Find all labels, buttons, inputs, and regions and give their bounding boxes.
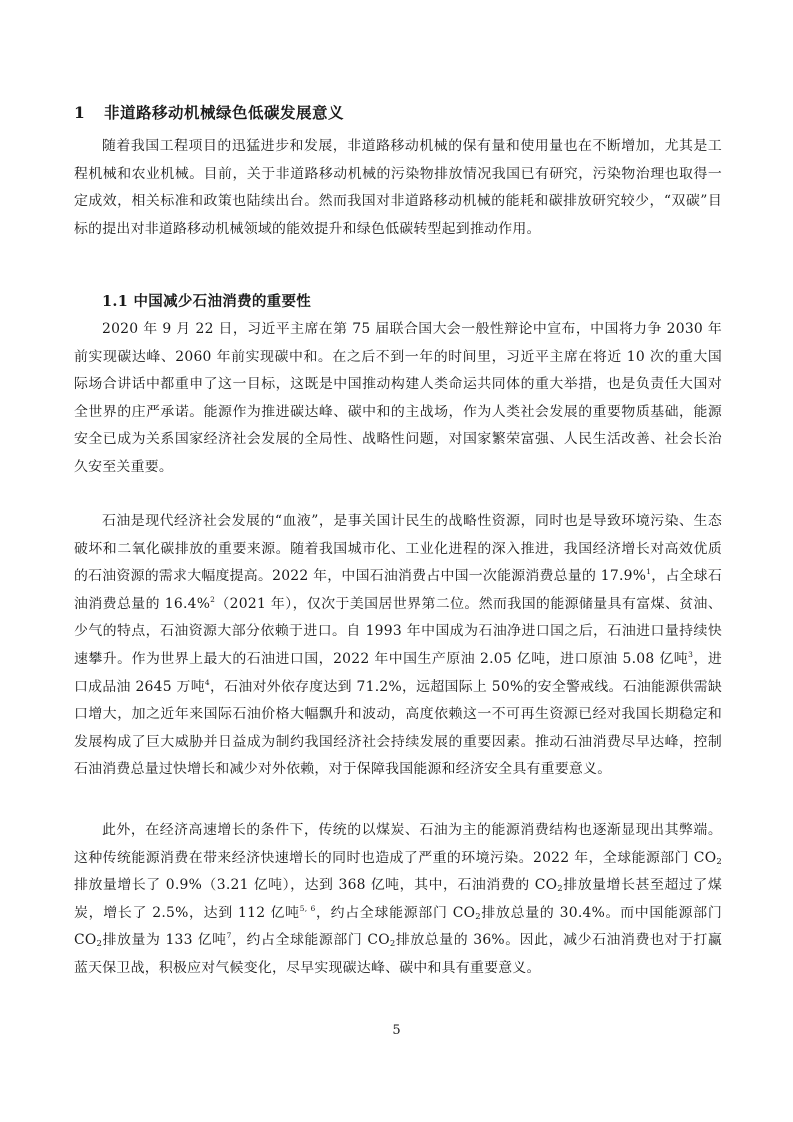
- page-number: 5: [392, 1023, 401, 1038]
- text-run: 排放总量的 30.4%。而中国能源部门 CO: [74, 904, 723, 949]
- text-run: （2021 年），仅次于美国居世界第二位。然而我国的能源储量具有富煤、贫油、少气的特点，石油资源大部分依赖于进口。自 1993 年中国成为石油净进口国之后，石油进口量持续快速攀升。作为世界上最大的石油进口国，2022 年中国生产原油 2.05 亿吨，进口原油 5.08 亿吨: [74, 595, 723, 667]
- subscript: 2: [475, 911, 481, 922]
- text-run: ，进口成品油 2645 万吨: [74, 650, 722, 695]
- text-run: 排放量增长甚至超过了煤炭，增长了 2.5%，达到 112 亿吨: [74, 877, 722, 921]
- section-number: 1: [74, 103, 86, 122]
- text-run: 排放总量的 36%。因此，减少石油消费也对于打赢蓝天保卫战，积极应对气候变化，尽早实现碳达峰、碳中和具有重要意义。: [74, 932, 722, 976]
- text-run: 排放量增长了 0.9%（3.21 亿吨），达到 368 亿吨，其中，石油消费的 CO: [74, 877, 558, 894]
- text-run: ，占全球石油消费总量的 16.4%: [74, 568, 722, 612]
- paragraph-emissions: [74, 817, 722, 983]
- text-run: ，石油对外依存度达到 71.2%，远超国际上 50%的安全警戒线。石油能源供需缺口增大，加之近年来国际石油价格大幅飘升和波动，高度依赖这一不可再生资源已经对我国长期稳定和发展构成了巨大威胁并日益成为制约我国经济社会持续发展的重要因素。推动石油消费尽早达峰，控制石油消费总量过快增长和减少对外依赖，对于保障我国能源和经济安全具有重要意义。: [74, 678, 722, 778]
- text-run: 此外，在经济高速增长的条件下，传统的以煤炭、石油为主的能源消费结构也逐渐显现出其弊端。这种传统能源消费在带来经济快速增长的同时也造成了严重的环境污染。2022 年，全球能源部门 CO: [74, 822, 722, 866]
- section-intro-paragraph: 随着我国工程项目的迅猛进步和发展，非道路移动机械的保有量和使用量也在不断增加，尤其是工程机械和农业机械。目前，关于非道路移动机械的污染物排放情况我国已有研究，污染物治理也取得一定成效，相关标准和政策也陆续出台。然而我国对非道路移动机械的能耗和碳排放研究较少，“双碳”目标的提出对非道路移动机械领域的能效提升和绿色低碳转型起到推动作用。: [74, 138, 722, 237]
- paragraph-emissions-block: [74, 817, 722, 983]
- text-run: ，约占全球能源部门 CO: [231, 932, 390, 949]
- text-run: 石油是现代经济社会发展的“血液”，是事关国计民生的战略性资源，同时也是导致环境污染、生态破坏和二氧化碳排放的重要来源。随着我国城市化、工业化进程的深入推进，我国经济增长对高效优质的石油资源的需求大幅度提高。2022 年，中国石油消费占中国一次能源消费总量的 17.9%: [74, 513, 722, 585]
- citation-ref: 4: [204, 677, 210, 687]
- citation-ref: 7: [226, 931, 232, 941]
- section-title: 非道路移动机械绿色低碳发展意义: [104, 103, 345, 122]
- paragraph-carbon-goals: 2020 年 9 月 22 日，习近平主席在第 75 届联合国大会一般性辩论中宣布，中国将力争 2030 年前实现碳达峰、2060 年前实现碳中和。在之后不到一年的时间里，习近平主席在将近 10 次的重大国际场合讲话中都重申了这一目标，这既是中国推动构建人类命运共同体的重大举措，也是负责任大国对全世界的庄严承诺。能源作为推进碳达峰、碳中和的主战场，作为人类社会发展的重要物质基础，能源安全已成为关系国家经济社会发展的全局性、战略性问题，对国家繁荣富强、人民生活改善、社会长治久安至关重要。: [74, 321, 722, 475]
- section-heading: [74, 103, 344, 123]
- text-run: 排放量为 133 亿吨: [102, 932, 227, 949]
- paragraph-oil-consumption-block: [74, 508, 722, 784]
- subsection-heading: 1.1 中国减少石油消费的重要性: [102, 293, 312, 310]
- text-run: ，约占全球能源部门 CO: [315, 904, 476, 921]
- citation-ref: 3: [688, 649, 694, 659]
- paragraph-carbon-goals-block: [74, 316, 722, 482]
- citation-ref: 1: [646, 567, 652, 577]
- citation-ref: 2: [210, 594, 216, 604]
- subscript: 2: [716, 856, 722, 867]
- paragraph-oil-consumption: [74, 508, 722, 784]
- section-intro-block: [74, 133, 722, 243]
- citation-ref: 5, 6: [299, 903, 316, 913]
- subscript: 2: [389, 939, 396, 950]
- subscript: 2: [557, 884, 563, 895]
- subscript: 2: [96, 939, 103, 950]
